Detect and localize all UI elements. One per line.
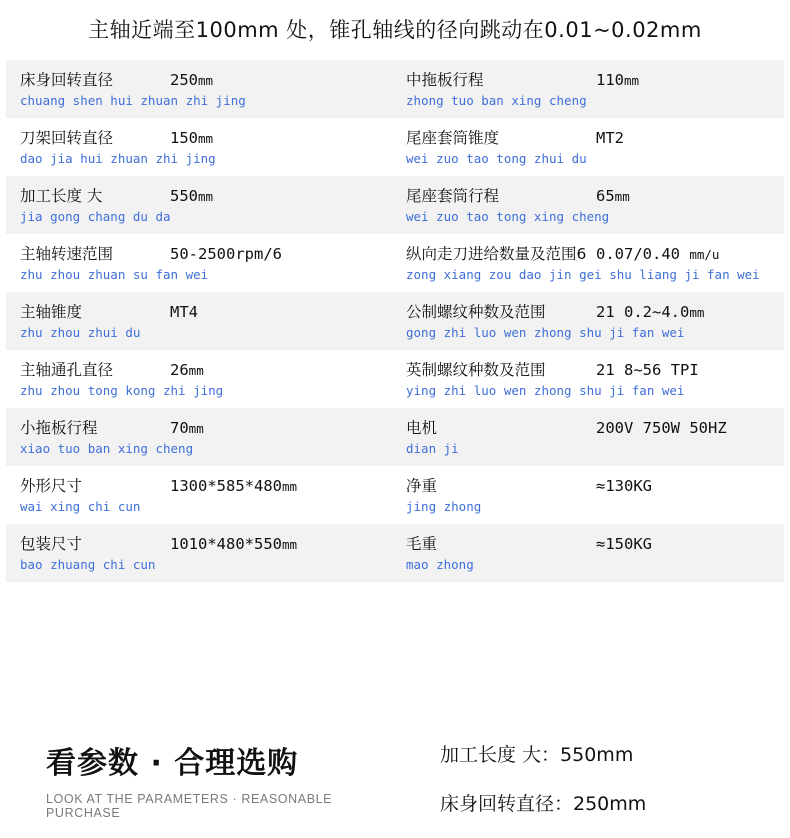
spec-label-pinyin: wei zuo tao tong zhui du xyxy=(406,151,587,166)
spec-label-pinyin: gong zhi luo wen zhong shu ji fan wei xyxy=(406,325,685,340)
spec-value-number: MT2 xyxy=(596,129,624,147)
spec-value-unit: mm xyxy=(188,363,204,378)
spec-label-pinyin: xiao tuo ban xing cheng xyxy=(20,441,194,456)
spec-value-number: 250 xyxy=(170,71,198,89)
table-row xyxy=(6,60,784,118)
spec-label-pinyin: zong xiang zou dao jin gei shu liang ji fan wei xyxy=(406,267,760,282)
spec-value xyxy=(170,244,398,265)
spec-value-cell xyxy=(596,466,784,524)
page-headline: 主轴近端至100mm 处，锥孔轴线的径向跳动在0.01~0.02mm xyxy=(88,18,702,42)
spec-label-cell xyxy=(6,234,209,292)
spec-label-cn: 毛重 xyxy=(406,535,438,553)
spec-value-unit: mm xyxy=(624,73,640,88)
spec-label-pinyin: wei zuo tao tong xing cheng xyxy=(406,209,610,224)
table-row xyxy=(6,292,784,350)
spec-value xyxy=(596,534,784,555)
spec-label-cn: 包装尺寸 xyxy=(20,535,83,553)
spec-label-pinyin: wai xing chi cun xyxy=(20,499,141,514)
spec-label-cn: 英制螺纹种数及范围 xyxy=(406,361,546,379)
spec-label-pinyin: chuang shen hui zhuan zhi jing xyxy=(20,93,246,108)
spec-value-cell xyxy=(170,524,398,582)
spec-label-cn: 纵向走刀进给数量及范围6 xyxy=(406,245,587,263)
spec-value-cell xyxy=(596,350,784,408)
spec-value-number: 1300*585*480 xyxy=(170,477,282,495)
table-row xyxy=(6,118,784,176)
spec-label-pinyin: zhu zhou zhuan su fan wei xyxy=(20,267,209,282)
spec-value-cell xyxy=(596,524,784,582)
spec-value-number: 200V 750W 50HZ xyxy=(596,419,727,437)
spec-value-cell xyxy=(596,408,784,466)
spec-value-number: 21 8~56 TPI xyxy=(596,361,699,379)
spec-value-number: 550 xyxy=(170,187,198,205)
spec-value xyxy=(596,302,784,323)
table-row xyxy=(6,524,784,582)
spec-value-unit: mm xyxy=(281,479,298,494)
spec-value xyxy=(596,476,784,497)
spec-value-unit: mm/u xyxy=(689,247,720,262)
footer-spec-machining-length: 加工长度 大：550mm xyxy=(440,744,634,766)
table-row xyxy=(6,408,784,466)
spec-value-cell xyxy=(170,118,398,176)
footer-spec-swing-over-bed: 床身回转直径：250mm xyxy=(440,793,647,815)
spec-value-unit: mm xyxy=(614,189,630,204)
spec-value-number: ≈130KG xyxy=(596,477,652,495)
spec-label-cell xyxy=(398,524,596,582)
spec-value xyxy=(170,186,398,207)
spec-label-cn: 公制螺纹种数及范围 xyxy=(406,303,546,321)
footer-subtitle: LOOK AT THE PARAMETERS · REASONABLE PURCHASE xyxy=(46,792,333,820)
spec-value-cell xyxy=(596,292,784,350)
spec-label-pinyin: dao jia hui zhuan zhi jing xyxy=(20,151,216,166)
spec-label-pinyin: bao zhuang chi cun xyxy=(20,557,156,572)
spec-label-cn: 主轴转速范围 xyxy=(20,245,114,263)
spec-label-pinyin: jia gong chang du da xyxy=(20,209,171,224)
spec-value-unit: mm xyxy=(198,189,214,204)
spec-label-cell xyxy=(398,466,596,524)
spec-label-cell xyxy=(6,524,170,582)
spec-value-number: 21 0.2~4.0 xyxy=(596,303,690,321)
spec-label-cn: 床身回转直径 xyxy=(20,71,114,89)
spec-value-cell xyxy=(170,292,398,350)
spec-label-cn: 主轴锥度 xyxy=(20,303,83,321)
spec-label-cn: 尾座套筒行程 xyxy=(406,187,500,205)
spec-value-number: 0.07/0.40 xyxy=(596,245,690,263)
spec-value xyxy=(596,128,784,149)
spec-label-cn: 中拖板行程 xyxy=(406,71,484,89)
footer-banner xyxy=(0,716,790,832)
spec-value-unit: mm xyxy=(689,305,705,320)
spec-value-cell xyxy=(170,466,398,524)
spec-label-cn: 净重 xyxy=(406,477,438,495)
spec-value xyxy=(596,244,784,265)
spec-value xyxy=(596,70,784,91)
spec-label-cell xyxy=(398,408,596,466)
spec-label-cn: 主轴通孔直径 xyxy=(20,361,114,379)
spec-value xyxy=(596,186,784,207)
spec-label-cn: 尾座套筒锥度 xyxy=(406,129,500,147)
spec-value xyxy=(170,302,398,323)
table-row xyxy=(6,234,784,292)
spec-label-cell xyxy=(6,292,170,350)
spec-label-cell xyxy=(398,60,596,118)
spec-value xyxy=(596,360,784,381)
spec-value-cell xyxy=(596,60,784,118)
spec-value-cell xyxy=(596,118,784,176)
spec-value xyxy=(170,534,398,555)
spec-value-number: 150 xyxy=(170,129,198,147)
spec-value-cell xyxy=(170,408,398,466)
spec-value-number: 26 xyxy=(170,361,189,379)
spec-value-cell xyxy=(170,350,398,408)
table-row xyxy=(6,176,784,234)
footer-title: 看参数 · 合理选购 xyxy=(46,746,299,781)
spec-label-cell xyxy=(6,176,170,234)
footer-left-block xyxy=(46,738,406,820)
spec-value xyxy=(170,476,398,497)
spec-value xyxy=(170,70,398,91)
spec-value xyxy=(170,360,398,381)
spec-label-cn: 电机 xyxy=(406,419,438,437)
spec-value-number: 1010*480*550 xyxy=(170,535,282,553)
spec-value-unit: mm xyxy=(198,131,214,146)
spec-label-pinyin: dian ji xyxy=(406,441,459,456)
spec-value-number: ≈150KG xyxy=(596,535,652,553)
spec-value-number: MT4 xyxy=(170,303,198,321)
spec-value-unit: mm xyxy=(281,537,298,552)
spec-value-cell xyxy=(596,176,784,234)
spec-value-unit: mm xyxy=(198,73,214,88)
spec-value-number: 70 xyxy=(170,419,189,437)
spec-value xyxy=(596,418,784,439)
spec-label-pinyin: ying zhi luo wen zhong shu ji fan wei xyxy=(406,383,685,398)
spec-label-cn: 刀架回转直径 xyxy=(20,129,114,147)
spec-label-cn: 小拖板行程 xyxy=(20,419,98,437)
spec-value-cell xyxy=(170,60,398,118)
footer-right-block xyxy=(440,740,780,838)
spec-value-cell xyxy=(170,176,398,234)
spec-label-pinyin: zhu zhou tong kong zhi jing xyxy=(20,383,224,398)
spec-label-cell xyxy=(398,118,596,176)
spec-value-number: 50-2500rpm/6 xyxy=(170,245,282,263)
spec-label-cn: 外形尺寸 xyxy=(20,477,83,495)
spec-label-pinyin: zhu zhou zhui du xyxy=(20,325,141,340)
spec-label-pinyin: jing zhong xyxy=(406,499,482,514)
specifications-table-body xyxy=(6,60,784,582)
spec-label-cn: 加工长度 大 xyxy=(20,187,103,205)
table-row xyxy=(6,466,784,524)
spec-label-pinyin: zhong tuo ban xing cheng xyxy=(406,93,587,108)
spec-value xyxy=(170,128,398,149)
spec-value xyxy=(170,418,398,439)
spec-value-number: 65 xyxy=(596,187,615,205)
spec-value-unit: mm xyxy=(188,421,204,436)
spec-value-cell xyxy=(596,234,784,292)
spec-label-cell xyxy=(6,466,170,524)
specifications-table xyxy=(6,60,784,582)
spec-value-number: 110 xyxy=(596,71,624,89)
spec-value-cell xyxy=(170,234,398,292)
spec-label-pinyin: mao zhong xyxy=(406,557,474,572)
table-row xyxy=(6,350,784,408)
